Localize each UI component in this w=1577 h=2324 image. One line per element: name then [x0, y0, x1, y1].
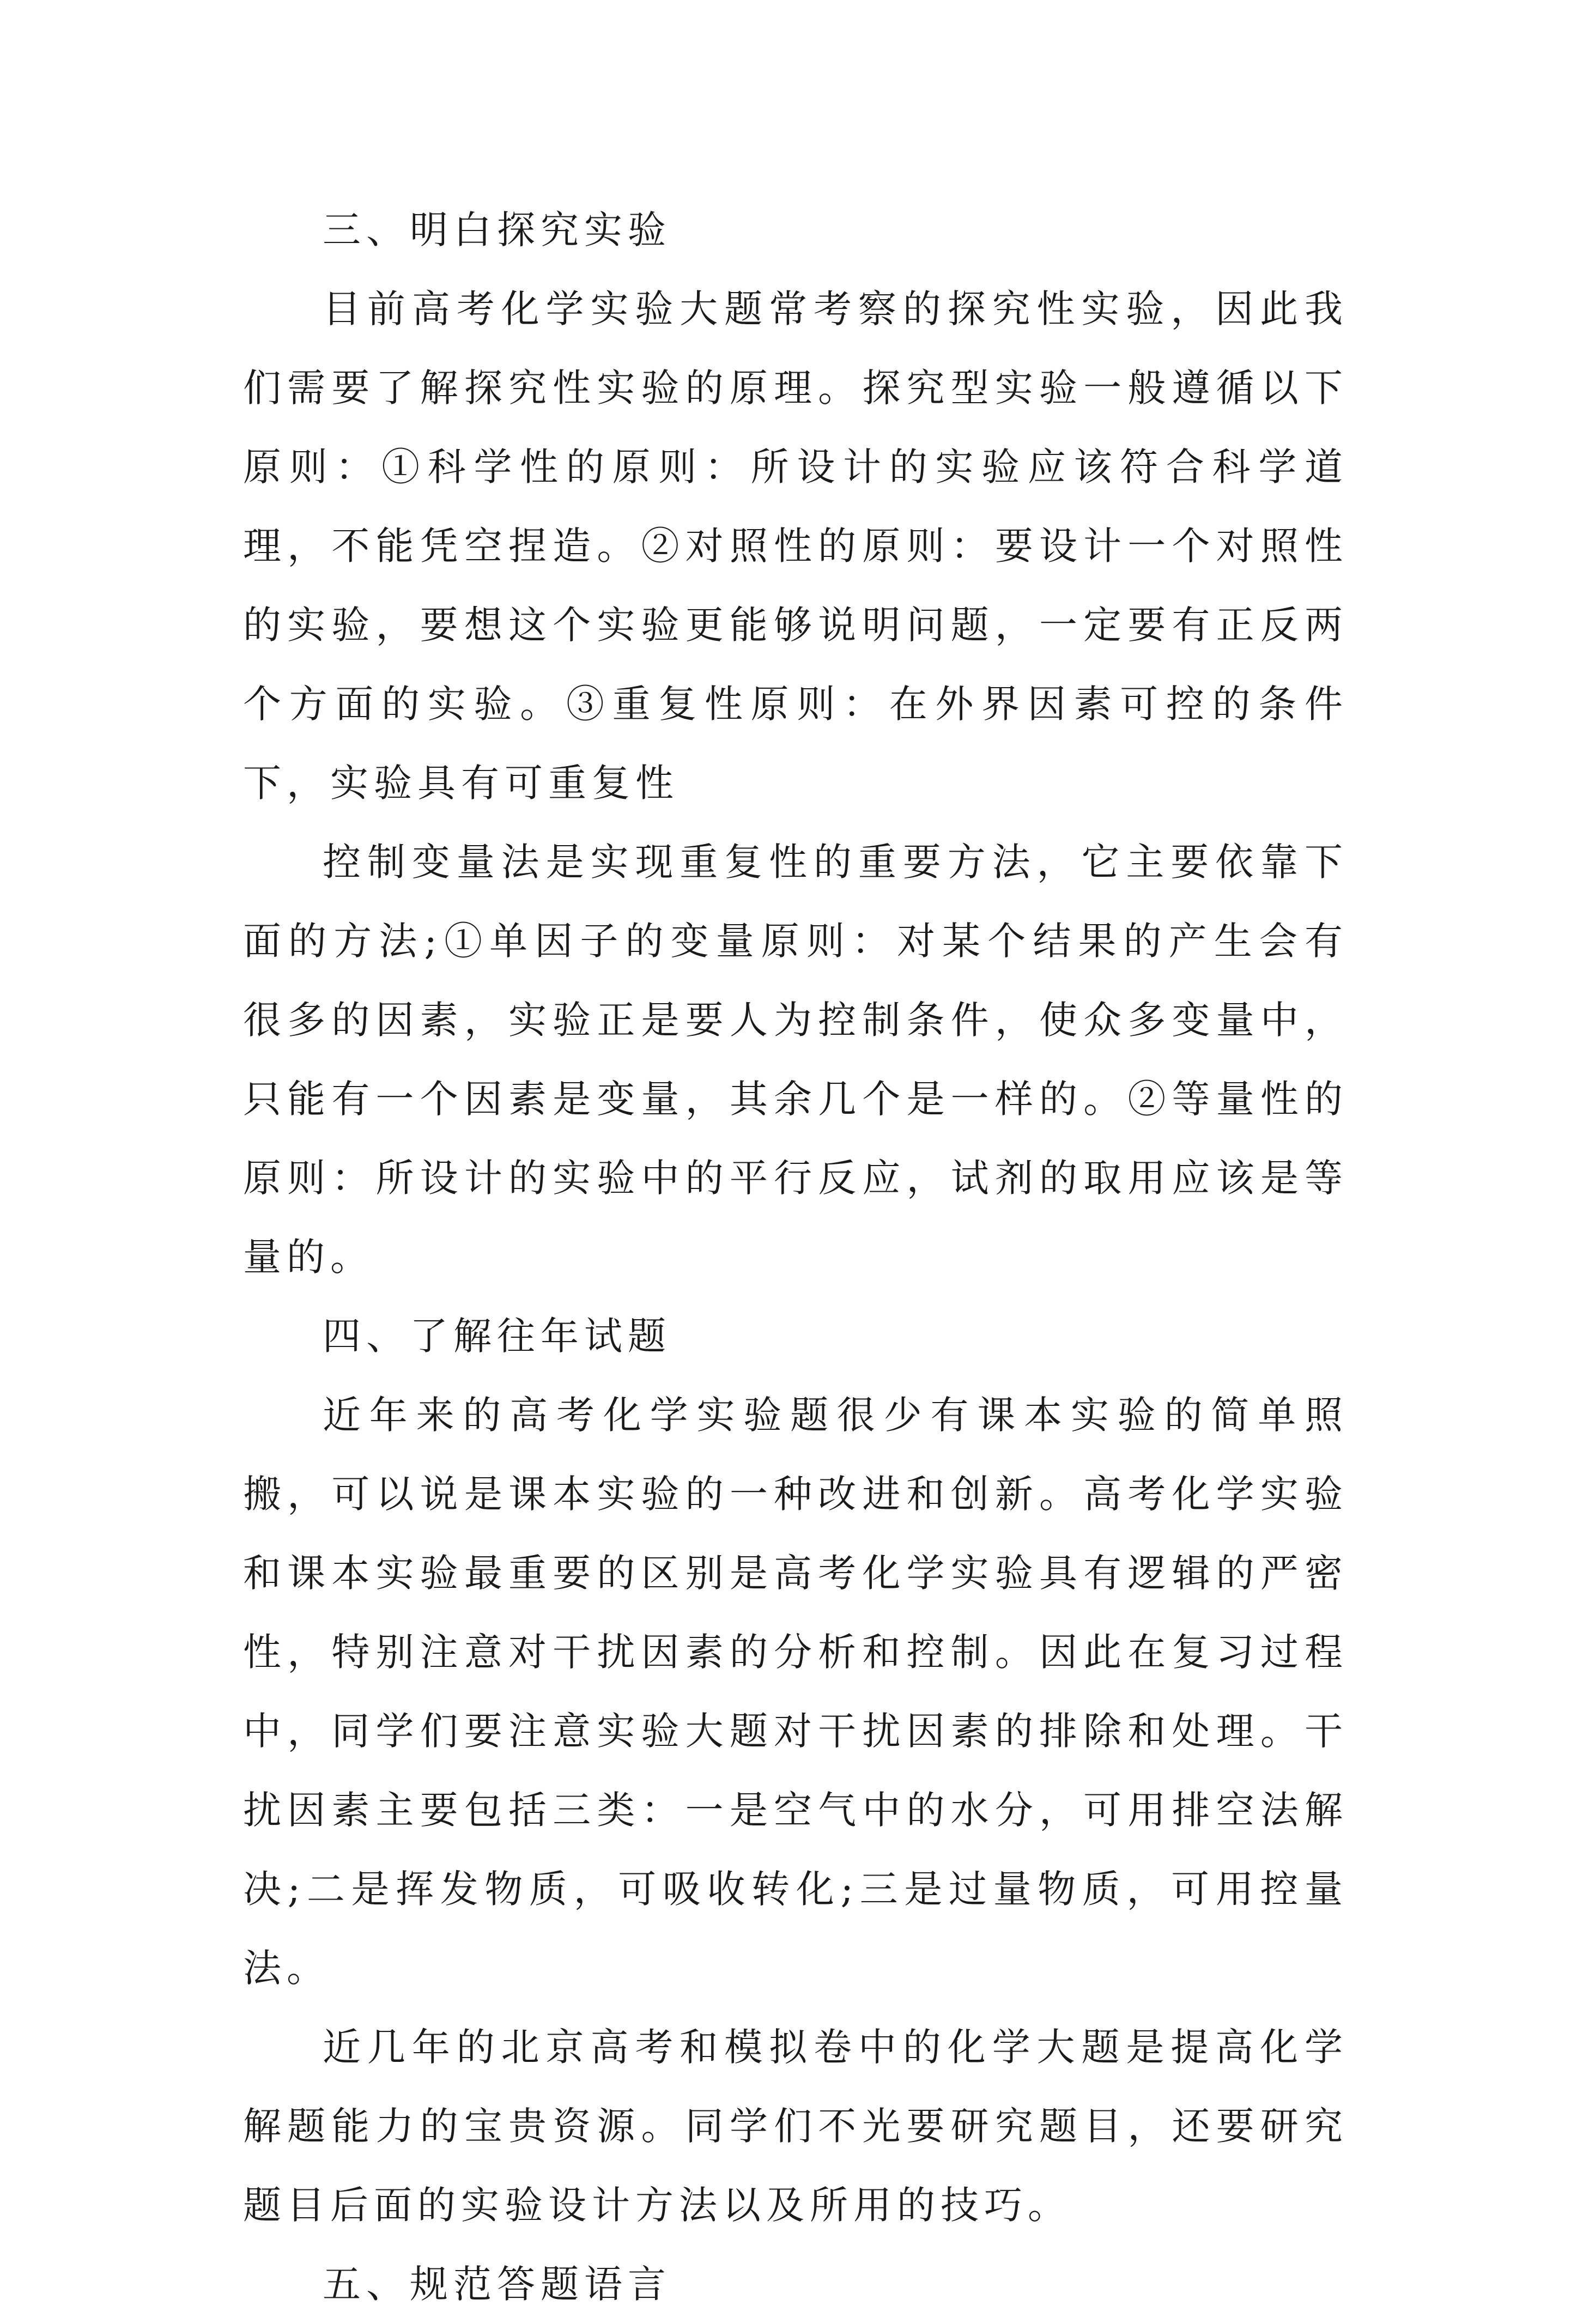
paragraph-beijing-exams: 近几年的北京高考和模拟卷中的化学大题是提高化学解题能力的宝贵资源。同学们不光要研究题目，还要研究题目后面的实验设计方法以及所用的技巧。: [243, 2025, 1348, 2228]
section-heading-4: 四、了解往年试题: [323, 1314, 671, 1358]
paragraph-control-variables: 控制变量法是实现重复性的重要方法，它主要依靠下面的方法;①单因子的变量原则：对某个结果的产生会有很多的因素，实验正是要人为控制条件，使众多变量中，只能有一个因素是变量，其余几个是一样的。②等量性的原则：所设计的实验中的平行反应，试剂的取用应该是等量的。: [243, 840, 1348, 1279]
document-body: [243, 191, 1348, 2324]
section-heading-3: 三、明白探究实验: [323, 208, 671, 252]
paragraph-past-exams: 近年来的高考化学实验题很少有课本实验的简单照搬，可以说是课本实验的一种改进和创新。高考化学实验和课本实验最重要的区别是高考化学实验具有逻辑的严密性，特别注意对干扰因素的分析和控制。因此在复习过程中，同学们要注意实验大题对干扰因素的排除和处理。干扰因素主要包括三类：一是空气中的水分，可用排空法解决;二是挥发物质，可吸收转化;三是过量物质，可用控量法。: [243, 1393, 1348, 1991]
paragraph-inquiry-principles: 目前高考化学实验大题常考察的探究性实验，因此我们需要了解探究性实验的原理。探究型实验一般遵循以下原则：①科学性的原则：所设计的实验应该符合科学道理，不能凭空捏造。②对照性的原则：要设计一个对照性的实验，要想这个实验更能够说明问题，一定要有正反两个方面的实验。③重复性原则：在外界因素可控的条件下，实验具有可重复性: [243, 287, 1348, 805]
section-heading-5: 五、规范答题语言: [323, 2262, 671, 2307]
